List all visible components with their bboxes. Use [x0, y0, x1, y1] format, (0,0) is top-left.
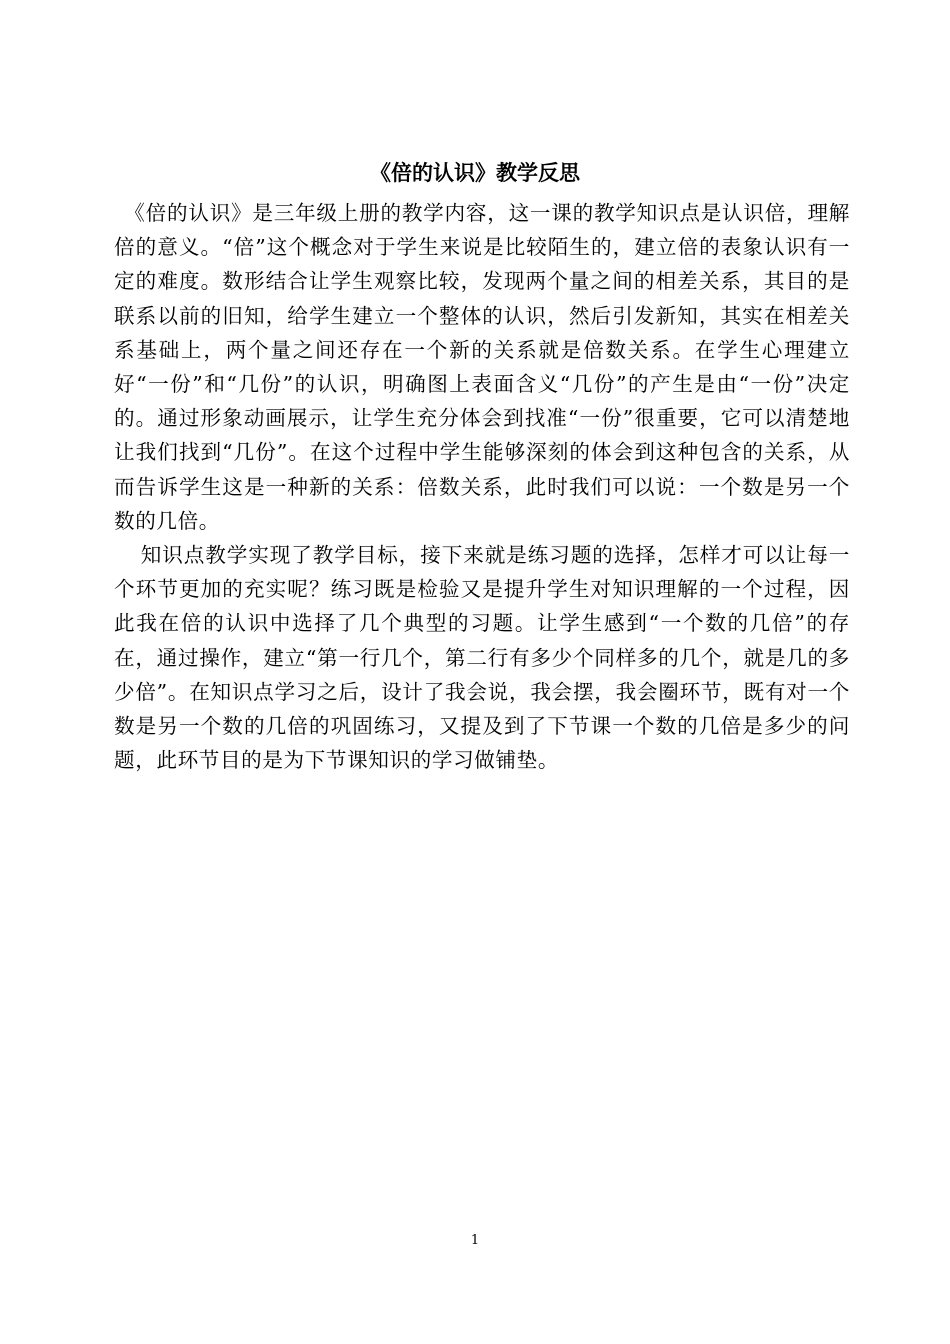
- page-number: 1: [470, 1233, 480, 1248]
- paragraph-2: 知识点教学实现了教学目标，接下来就是练习题的选择，怎样才可以让每一个环节更加的充实呢？练习既是检验又是提升学生对知识理解的一个过程，因此我在倍的认识中选择了几个典型的习题。让学生感到“一个数的几倍”的存在，通过操作，建立“第一行几个，第二行有多少个同样多的几个，就是几的多少倍”。在知识点学习之后，设计了我会说，我会摆，我会圈环节，既有对一个数是另一个数的几倍的巩固练习，又提及到了下节课一个数的几倍是多少的问题，此环节目的是为下节课知识的学习做铺垫。: [114, 543, 850, 773]
- document-body: [114, 196, 850, 777]
- paragraph-1: 《倍的认识》是三年级上册的教学内容，这一课的教学知识点是认识倍，理解倍的意义。“倍”这个概念对于学生来说是比较陌生的，建立倍的表象认识有一定的难度。数形结合让学生观察比较，发现两个量之间的相差关系，其目的是联系以前的旧知，给学生建立一个整体的认识，然后引发新知，其实在相差关系基础上，两个量之间还存在一个新的关系就是倍数关系。在学生心理建立好“一份”和“几份”的认识，明确图上表面含义“几份”的产生是由“一份”决定的。通过形象动画展示，让学生充分体会到找准“一份”很重要，它可以清楚地让我们找到“几份”。在这个过程中学生能够深刻的体会到这种包含的关系，从而告诉学生这是一种新的关系：倍数关系，此时我们可以说：一个数是另一个数的几倍。: [114, 201, 850, 533]
- document-title: 《倍的认识》教学反思: [370, 160, 580, 185]
